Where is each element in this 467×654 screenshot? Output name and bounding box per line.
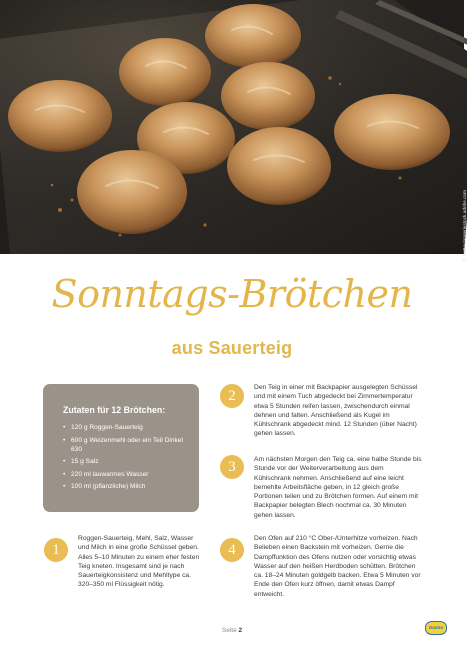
step-number-badge: 1 — [44, 538, 68, 562]
step-text: Am nächsten Morgen den Teig ca. eine halbe Stunde bis Stunde vor der Weiterverarbeitung aus dem Kühlschrank nehmen. Anschließend auf eine leicht bemehlte Arbeitsfläche geben, in 12 gleich große Portionen teilen und zu Brötchen formen. Auf einem mit Backpapier belegten Blech nochmal ca. 30 Minuten gehen lassen. — [254, 456, 422, 519]
step-text: Den Ofen auf 210 °C Ober-/Unterhitze vorheizen. Nach Belieben einen Backstein mit vorheizen. Gerne die Dampffunktion des Ofens nutzen oder vorsichtig etwas Wasser auf den heißen Herdboden schütten. Brötchen ca. 18–24 Minuten goldgelb backen. Etwa 5 Minuten vor Ende den Ofen kurz öffnen, damit etwas Dampf entweicht. — [254, 535, 421, 598]
brand-logo: Gastro — [425, 621, 447, 635]
ingredients-list — [63, 423, 187, 491]
ingredient-item: • 220 ml lauwarmes Wasser — [63, 470, 187, 479]
step-text: Den Teig in einer mit Backpapier ausgelegten Schüssel und mit einem Tuch abgedeckt bei Zimmertemperatur etwa 5 Stunden reifen lassen, zwischendurch einmal dehnen und falten. Anschließend als Kugel im Kühlschrank abgedeckt mind. 12 Stunden (über Nacht) gehen lassen. — [254, 384, 418, 438]
ingredient-item: • 600 g Weizenmehl oder ein Teil Dinkel 630 — [63, 436, 187, 454]
photo-credit: © BeBoulangeriestock.adobe.com — [462, 190, 467, 262]
step-number-badge: 2 — [220, 384, 244, 408]
page-number — [0, 627, 464, 634]
hero-photo — [0, 0, 467, 262]
step-text: Roggen-Sauerteig, Mehl, Salz, Wasser und Milch in eine große Schüssel geben. Alles 5–10 Minuten zu einem eher festen Teig kneten. Insgesamt sind je nach Sauerteigkonsistenz und Mehltype ca. 320–350 ml Flüssigkeit nötig. — [78, 535, 200, 589]
ingredients-title: Zutaten für 12 Brötchen: — [63, 405, 166, 415]
page-title: Sonntags-Brötchen — [51, 272, 413, 316]
ingredient-item: • 120 g Roggen-Sauerteig — [63, 423, 187, 432]
page-subtitle: aus Sauerteig — [171, 338, 293, 358]
ingredient-item: • 100 ml (pflanzliche) Milch — [63, 482, 187, 491]
step-number-badge: 3 — [220, 455, 244, 479]
ingredient-item: • 15 g Salz — [63, 457, 187, 466]
page-number-value: 2 — [238, 627, 243, 634]
page-label: Seite — [221, 627, 239, 634]
step-number-badge: 4 — [220, 538, 244, 562]
bread-rolls-image — [0, 0, 464, 254]
ingredients-box — [43, 384, 199, 512]
